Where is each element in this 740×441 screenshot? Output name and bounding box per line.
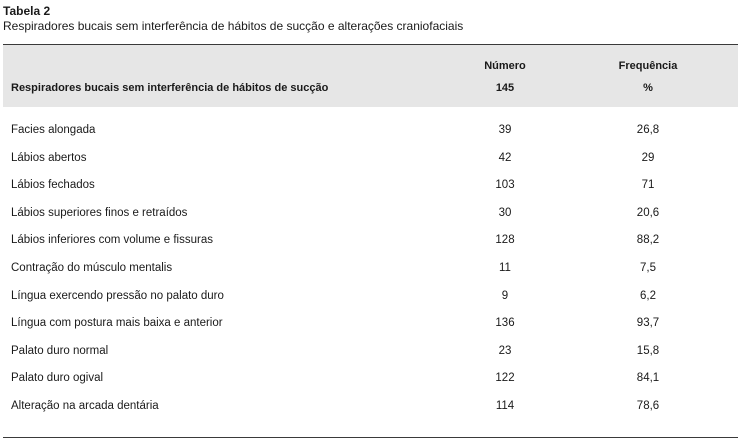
row-frequency: 29 — [641, 151, 655, 164]
bottom-rule — [3, 437, 738, 438]
row-frequency: 78,6 — [636, 399, 660, 412]
table-row — [0, 338, 740, 366]
row-frequency: 20,6 — [636, 206, 660, 219]
table-row — [0, 365, 740, 393]
row-number: 136 — [495, 317, 515, 330]
row-label: Lábios inferiores com volume e fissuras — [11, 234, 213, 247]
row-number: 39 — [498, 124, 512, 136]
row-label: Contração do músculo mentalis — [11, 261, 173, 274]
row-label: Língua exercendo pressão no palato duro — [11, 289, 224, 302]
row-label: Lábios abertos — [11, 151, 87, 164]
row-number: 30 — [498, 206, 512, 219]
table-body — [0, 117, 740, 421]
row-number: 122 — [495, 372, 515, 385]
header-frequency-unit: % — [643, 82, 653, 94]
row-frequency: 71 — [641, 179, 655, 192]
table-caption: Respiradores bucais sem interferência de hábitos de sucção e alterações craniofaciais — [3, 19, 464, 33]
row-label: Lábios fechados — [11, 179, 95, 192]
header-number-total: 145 — [495, 82, 515, 94]
table-row — [0, 310, 740, 338]
row-number: 23 — [498, 344, 512, 357]
table-row — [0, 227, 740, 255]
row-label: Alteração na arcada dentária — [11, 399, 159, 412]
row-frequency: 93,7 — [636, 317, 660, 330]
header-frequency — [593, 59, 703, 103]
header-main-label: Respiradores bucais sem interferência de hábitos de sucção — [11, 82, 329, 94]
row-label: Lábios superiores finos e retraídos — [11, 206, 188, 219]
row-frequency: 7,5 — [640, 261, 656, 274]
row-frequency: 84,1 — [636, 372, 660, 385]
row-number: 11 — [499, 261, 511, 274]
header-frequency-title: Frequência — [618, 60, 678, 72]
row-number: 103 — [495, 179, 515, 192]
row-label: Palato duro ogival — [11, 372, 104, 385]
row-label: Facies alongada — [11, 124, 96, 136]
header-number — [450, 59, 560, 103]
table-row — [0, 393, 740, 421]
row-number: 9 — [501, 289, 509, 302]
row-frequency: 15,8 — [636, 344, 660, 357]
table-row — [0, 200, 740, 228]
row-frequency: 6,2 — [640, 289, 656, 302]
table-row — [0, 255, 740, 283]
table-row — [0, 145, 740, 173]
row-number: 114 — [495, 399, 515, 412]
row-number: 42 — [498, 151, 512, 164]
row-label: Língua com postura mais baixa e anterior — [11, 317, 223, 330]
row-number: 128 — [495, 234, 515, 247]
header-number-title: Número — [484, 60, 526, 72]
row-frequency: 88,2 — [636, 234, 660, 247]
row-frequency: 26,8 — [636, 124, 660, 136]
row-label: Palato duro normal — [11, 344, 109, 357]
table-row — [0, 117, 740, 145]
table-row — [0, 283, 740, 311]
table-label: Tabela 2 — [3, 4, 51, 18]
table-row — [0, 172, 740, 200]
